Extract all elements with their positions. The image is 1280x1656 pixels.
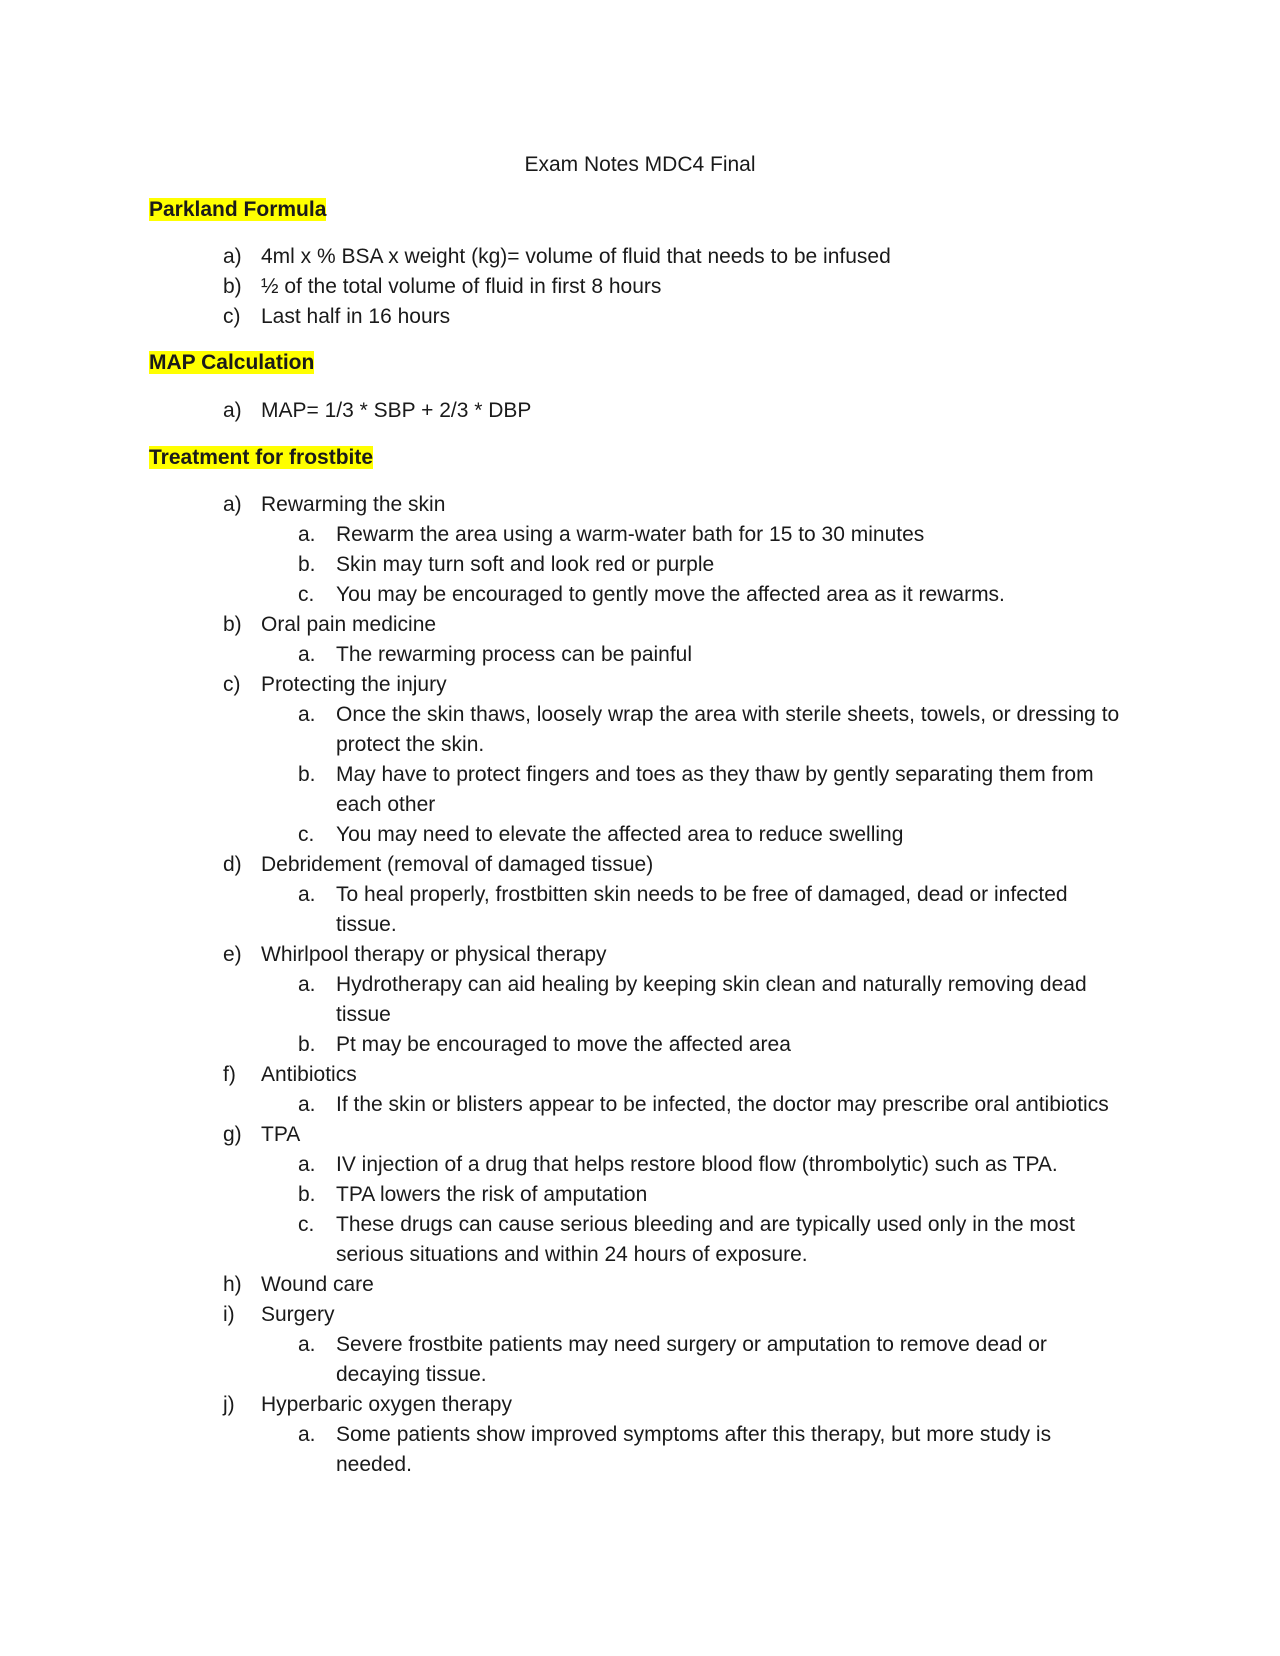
- list-item-text: If the skin or blisters appear to be infected, the doctor may prescribe oral antibiotics: [336, 1093, 1109, 1116]
- list-item-text: Rewarm the area using a warm-water bath for 15 to 30 minutes: [336, 523, 925, 546]
- list-item-text: ½ of the total volume of fluid in first 8 hours: [261, 275, 662, 298]
- heading-text: Treatment for frostbite: [149, 446, 374, 469]
- list-item-text: Last half in 16 hours: [261, 305, 451, 328]
- list-marker: a.: [298, 703, 316, 726]
- list-marker: a.: [298, 1093, 316, 1116]
- list-marker: a): [223, 493, 242, 516]
- list-marker: c.: [298, 823, 315, 846]
- section-heading-frostbite: [149, 445, 373, 471]
- list-marker: j): [223, 1393, 235, 1416]
- list-marker: b.: [298, 763, 316, 786]
- list-item-text: IV injection of a drug that helps restore blood flow (thrombolytic) such as TPA.: [336, 1153, 1058, 1176]
- list-item-text: Hydrotherapy can aid healing by keeping skin clean and naturally removing dead tissue: [336, 973, 1087, 1026]
- list-marker: a): [223, 399, 242, 422]
- list-marker: a.: [298, 1423, 316, 1446]
- list-item-text: MAP= 1/3 * SBP + 2/3 * DBP: [261, 399, 532, 422]
- list-item-text: Antibiotics: [261, 1063, 357, 1086]
- list-marker: g): [223, 1123, 242, 1146]
- list-marker: b): [223, 275, 242, 298]
- list-item-text: These drugs can cause serious bleeding and are typically used only in the most serious situations and within 24 hours of exposure.: [336, 1213, 1075, 1266]
- list-item-text: Some patients show improved symptoms after this therapy, but more study is needed.: [336, 1423, 1052, 1476]
- list-marker: a.: [298, 523, 316, 546]
- list-marker: a.: [298, 1153, 316, 1176]
- list-item-text: 4ml x % BSA x weight (kg)= volume of fluid that needs to be infused: [261, 245, 891, 268]
- list-marker: c): [223, 305, 241, 328]
- list-marker: b.: [298, 1033, 316, 1056]
- list-item-text: Hyperbaric oxygen therapy: [261, 1393, 512, 1416]
- list-marker: e): [223, 943, 242, 966]
- list-marker: h): [223, 1273, 242, 1296]
- list-marker: a): [223, 245, 242, 268]
- list-item-text: Wound care: [261, 1273, 374, 1296]
- list-item-text: TPA: [261, 1123, 301, 1146]
- list-marker: a.: [298, 1333, 316, 1356]
- section-heading-map: [149, 350, 314, 376]
- list-item-text: The rewarming process can be painful: [336, 643, 693, 666]
- list-item-text: Skin may turn soft and look red or purple: [336, 553, 715, 576]
- heading-text: MAP Calculation: [149, 351, 315, 374]
- list-marker: a.: [298, 643, 316, 666]
- section-heading-parkland: [149, 197, 326, 223]
- list-marker: i): [223, 1303, 235, 1326]
- list-item-text: Debridement (removal of damaged tissue): [261, 853, 654, 876]
- list-marker: d): [223, 853, 242, 876]
- list-item-text: To heal properly, frostbitten skin needs to be free of damaged, dead or infected tissue.: [336, 883, 1068, 936]
- list-marker: a.: [298, 883, 316, 906]
- list-marker: f): [223, 1063, 236, 1086]
- document-title: Exam Notes MDC4 Final: [524, 153, 756, 176]
- list-marker: c): [223, 673, 241, 696]
- list-item-text: You may need to elevate the affected area to reduce swelling: [336, 823, 904, 846]
- list-item-text: Once the skin thaws, loosely wrap the area with sterile sheets, towels, or dressing to protect the skin.: [336, 703, 1120, 756]
- list-item-text: Rewarming the skin: [261, 493, 446, 516]
- list-marker: b): [223, 613, 242, 636]
- list-item-text: Protecting the injury: [261, 673, 447, 696]
- list-item-text: TPA lowers the risk of amputation: [336, 1183, 648, 1206]
- heading-text: Parkland Formula: [149, 198, 327, 221]
- list-item-text: Pt may be encouraged to move the affected area: [336, 1033, 791, 1056]
- list-marker: b.: [298, 1183, 316, 1206]
- list-marker: b.: [298, 553, 316, 576]
- list-item-text: Oral pain medicine: [261, 613, 437, 636]
- list-marker: c.: [298, 583, 315, 606]
- list-item-text: You may be encouraged to gently move the affected area as it rewarms.: [336, 583, 1005, 606]
- list-item-text: Severe frostbite patients may need surgery or amputation to remove dead or decaying tissue.: [336, 1333, 1047, 1386]
- list-item-text: Whirlpool therapy or physical therapy: [261, 943, 607, 966]
- list-marker: a.: [298, 973, 316, 996]
- list-marker: c.: [298, 1213, 315, 1236]
- list-item-text: May have to protect fingers and toes as they thaw by gently separating them from each other: [336, 763, 1094, 816]
- list-item-text: Surgery: [261, 1303, 335, 1326]
